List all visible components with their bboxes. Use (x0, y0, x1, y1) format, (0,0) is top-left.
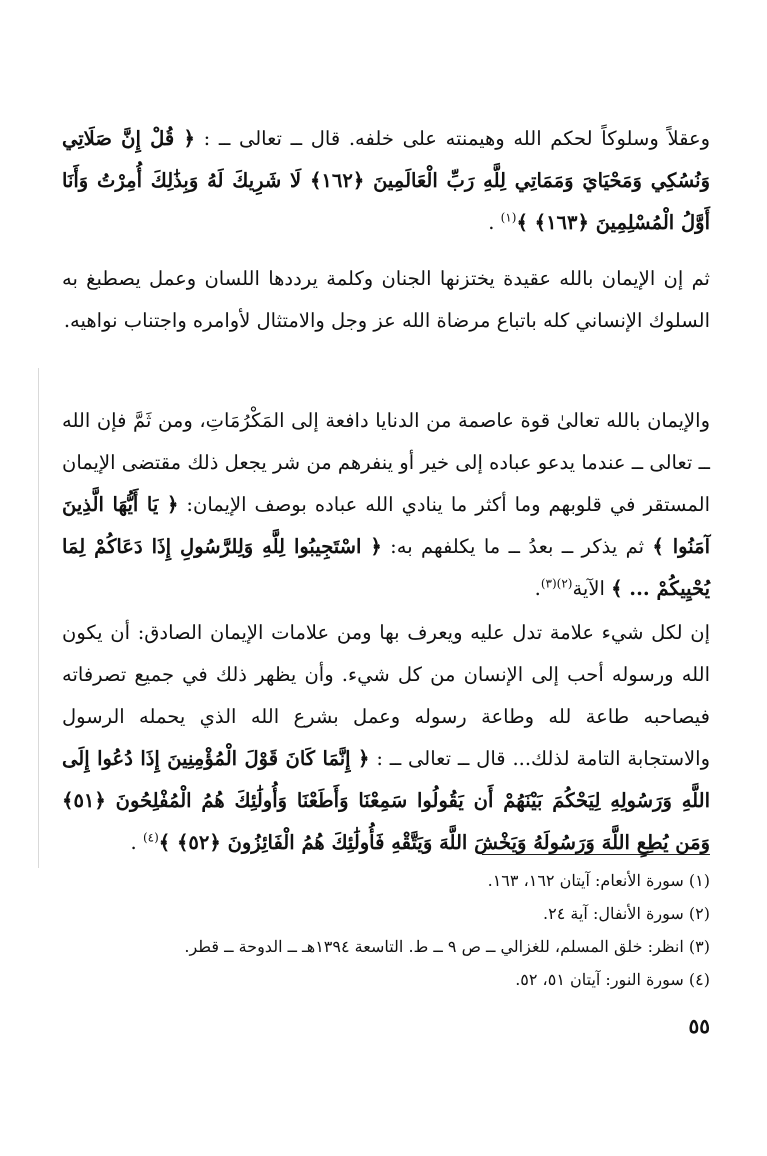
paragraph-2: ثم إن الإيمان بالله عقيدة يختزنها الجنان وكلمة يرددها اللسان وعمل يصطبغ به السلوك الإنساني كله باتباع مرضاة الله عز وجل والامتثال لأوامره واجتناب نواهيه. (62, 267, 710, 332)
quran-verse-ya-ayyuha: ﴿ يَا أَيُّهَا الَّذِينَ آمَنُوا ﴾ (62, 493, 711, 558)
paragraph-4-text: إن لكل شيء علامة تدل عليه ويعرف بها ومن علامات الإيمان الصادق: أن يكون الله ورسوله أحب إلى الإنسان من كل شيء. وأن يظهر ذلك في جميع تصرفاته فيصاحبه طاعة لله وطاعة رسوله وعمل بشرع الله الذي يحمله الرسول والاستجابة التامة لذلك... قال ــ تعالى ــ : (62, 621, 711, 770)
paragraph-3-text: والإيمان بالله تعالىٰ قوة عاصمة من الدنايا دافعة إلى المَكْرُمَاتِ، ومن ثَمَّ فإن الله ــ تعالى ــ عندما يدعو عباده إلى خير أو ينفرهم من شر يجعل ذلك مقتضى الإيمان المستقر في قلوبهم وما أكثر ما ينادي الله عباده بوصف الإيمان: (62, 409, 710, 516)
footnote-2: (٢) سورة الأنفال: آية ٢٤. (543, 904, 710, 923)
footnote-divider (482, 854, 710, 855)
footnote-1: (١) سورة الأنعام: آيتان ١٦٢، ١٦٣. (487, 871, 710, 890)
paragraph-1-text: وعقلاً وسلوكاً لحكم الله وهيمنته على خلفه. قال ــ تعالى ــ : (194, 127, 711, 150)
footnotes-list (62, 864, 710, 996)
page-number: ٥٥ (688, 1014, 710, 1038)
quran-verse-anam: ﴿ قُلْ إِنَّ صَلَاتِي وَنُسُكِي وَمَحْيَايَ وَمَمَاتِي لِلَّهِ رَبِّ الْعَالَمِينَ ﴿١٦٢﴾ لَا شَرِيكَ لَهُ وَبِذَٰلِكَ أُمِرْتُ وَأَنَا أَوَّلُ الْمُسْلِمِينَ ﴿١٦٣﴾ ﴾ (62, 127, 710, 234)
footnote-4: (٤) سورة النور: آيتان ٥١، ٥٢. (515, 970, 710, 989)
paragraph-1-end: . (488, 211, 501, 234)
scan-edge-line (38, 368, 39, 868)
footnote-ref-2[interactable]: (٢) (556, 576, 573, 591)
quran-verse-nur: ﴿ إِنَّمَا كَانَ قَوْلَ الْمُؤْمِنِينَ إِذَا دُعُوا إِلَى اللَّهِ وَرَسُولِهِ لِيَحْكُمَ بَيْنَهُمْ أَن يَقُولُوا سَمِعْنَا وَأَطَعْنَا وَأُولَٰئِكَ هُمُ الْمُفْلِحُونَ ﴿٥١﴾ وَمَن يُطِعِ اللَّهَ وَرَسُولَهُ وَيَخْشَ اللَّهَ وَيَتَّقْهِ فَأُولَٰئِكَ هُمُ الْفَائِزُونَ ﴿٥٢﴾ ﴾ (62, 747, 710, 854)
paragraph-3-end: . (534, 577, 541, 600)
footnote-ref-1[interactable]: (١) (500, 210, 517, 225)
paragraph-4-end: . (130, 831, 143, 854)
paragraph-4 (62, 612, 710, 864)
footnote-3: (٣) انظر: خلق المسلم، للغزالي ــ ص ٩ ــ ط. التاسعة ١٣٩٤هـ ــ الدوحة ــ قطر. (184, 937, 710, 956)
quran-verse-anfal: ﴿ اسْتَجِيبُوا لِلَّهِ وَلِلرَّسُولِ إِذَا دَعَاكُمْ لِمَا يُحْيِيكُمْ ... ﴾ (62, 535, 710, 600)
paragraph-1 (62, 118, 710, 244)
paragraph-3-middle: ثم يذكر ــ بعدُ ــ ما يكلفهم به: (381, 535, 653, 558)
footnote-ref-3[interactable]: (٣) (540, 576, 557, 591)
book-page (62, 118, 710, 1038)
paragraph-3-ayah-label: الآية (572, 577, 612, 600)
footnote-ref-4[interactable]: (٤) (142, 830, 159, 845)
paragraph-3 (62, 400, 710, 610)
